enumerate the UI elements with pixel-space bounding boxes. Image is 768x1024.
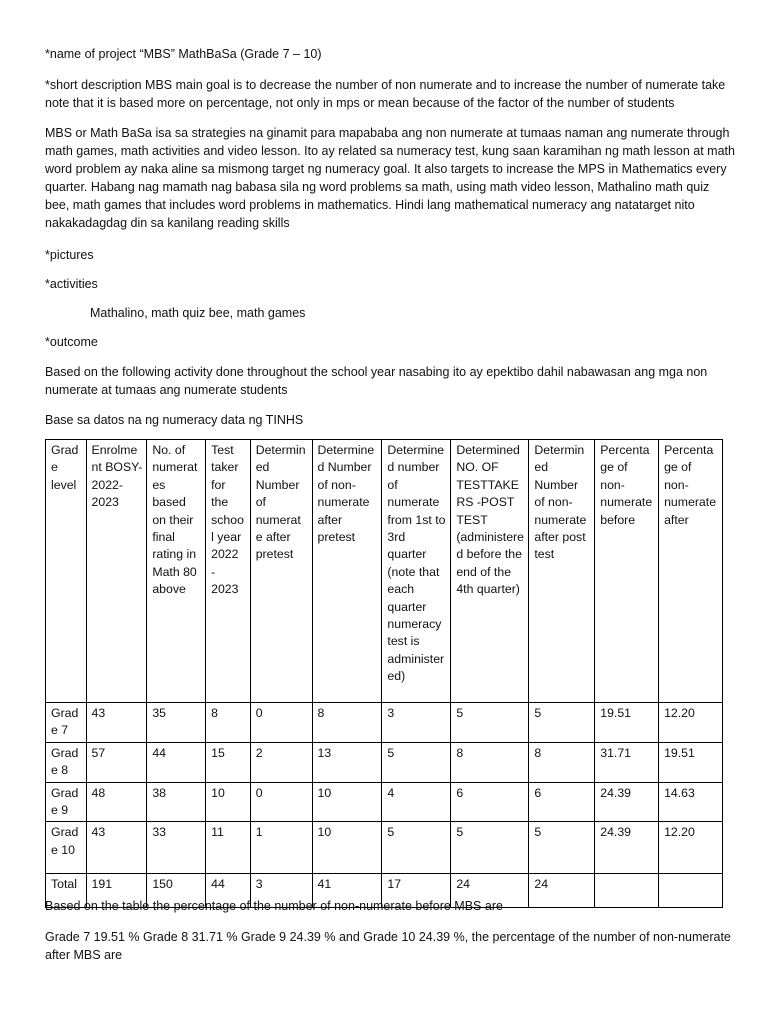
table-caption: Base sa datos na ng numeracy data ng TINHS [45, 413, 304, 427]
cell-pct-before: 19.51 [595, 703, 659, 743]
outcome-heading: *outcome [45, 335, 98, 349]
cell-total-numerates: 150 [147, 874, 206, 908]
header-non-numerate-after-post: Determined Number of non-numerate after post test [529, 440, 595, 703]
cell-non-numerate-post: 5 [529, 703, 595, 743]
table-row [46, 782, 723, 822]
cell-non-numerate-pretest: 8 [312, 703, 382, 743]
cell-pct-after: 19.51 [659, 742, 723, 782]
pictures-heading: *pictures [45, 248, 94, 262]
cell-post-takers: 5 [451, 703, 529, 743]
cell-numerate-quarters: 3 [382, 703, 451, 743]
project-name-line: *name of project “MBS” MathBaSa (Grade 7 – 10) [45, 47, 322, 61]
cell-test-takers: 11 [206, 822, 251, 874]
cell-pct-before: 24.39 [595, 782, 659, 822]
cell-numerate-quarters: 4 [382, 782, 451, 822]
short-description: *short description MBS main goal is to decrease the number of non numerate and to increase the number of numerate take note that it is based more on percentage, not only in mps or mean because of the factor of the number of students [45, 78, 726, 110]
cell-pct-before: 31.71 [595, 742, 659, 782]
cell-pct-after: 12.20 [659, 822, 723, 874]
cell-numerate-quarters: 5 [382, 822, 451, 874]
cell-total-numerate-pretest: 3 [250, 874, 312, 908]
cell-pct-after: 12.20 [659, 703, 723, 743]
cell-total-label: Total [46, 874, 87, 908]
cell-total-non-numerate-pretest: 41 [312, 874, 382, 908]
outcome-paragraph: Based on the following activity done throughout the school year nasabing ito ay epektibo dahil nabawasan ang mga non numerate at tumaas ang numerate students [45, 365, 708, 397]
cell-numerate-pretest: 0 [250, 703, 312, 743]
cell-non-numerate-pretest: 10 [312, 822, 382, 874]
cell-non-numerate-post: 5 [529, 822, 595, 874]
header-grade-level: Grade level [46, 440, 87, 703]
header-post-test-takers: Determined NO. OF TESTTAKERS -POST TEST (administered before the end of the 4th quarter) [451, 440, 529, 703]
cell-enrolment: 43 [86, 822, 147, 874]
header-numerate-q1-q3: Determined number of numerate from 1st to 3rd quarter (note that each quarter numeracy test is administered) [382, 440, 451, 703]
cell-post-takers: 6 [451, 782, 529, 822]
header-numerate-after-pretest: Determined Number of numerate after pretest [250, 440, 312, 703]
cell-non-numerate-post: 8 [529, 742, 595, 782]
cell-total-test-takers: 44 [206, 874, 251, 908]
cell-enrolment: 43 [86, 703, 147, 743]
cell-grade: Grade 8 [46, 742, 87, 782]
header-pct-after: Percentage of non-numerate after [659, 440, 723, 703]
cell-total-post-takers: 24 [451, 874, 529, 908]
cell-numerate-quarters: 5 [382, 742, 451, 782]
cell-non-numerate-pretest: 13 [312, 742, 382, 782]
table-row [46, 742, 723, 782]
description-paragraph: MBS or Math BaSa isa sa strategies na ginamit para mapababa ang non numerate at tumaas naman ang numerate through math games, math activities and video lesson. Ito ay related sa numeracy test, kung saan karamihan ng math lesson at math word problem ay naka aline sa mismong target ng numeracy goal. It also targets to increase the MPS in Mathematics every quarter. Habang nag mamath nag babasa sila ng word problems sa math, using math video lesson, Mathalino math quiz bee, math games that includes word problems in mathematics. Hindi lang mathematical numeracy ang natatarget nito nakakadagdag din sa kanilang reading skills [45, 126, 735, 230]
numeracy-data-table [45, 439, 723, 908]
cell-numerates: 38 [147, 782, 206, 822]
activities-list: Mathalino, math quiz bee, math games [90, 306, 306, 320]
cell-test-takers: 8 [206, 703, 251, 743]
cell-post-takers: 5 [451, 822, 529, 874]
summary-percentages: Grade 7 19.51 % Grade 8 31.71 % Grade 9 24.39 % and Grade 10 24.39 %, the percentage of the number of non-numerate after MBS are [45, 930, 731, 962]
cell-pct-before: 24.39 [595, 822, 659, 874]
cell-grade: Grade 10 [46, 822, 87, 874]
table-header-row [46, 440, 723, 703]
header-test-taker: Test taker for the school year 2022 - 2023 [206, 440, 251, 703]
cell-numerates: 35 [147, 703, 206, 743]
cell-pct-after: 14.63 [659, 782, 723, 822]
cell-numerates: 44 [147, 742, 206, 782]
cell-test-takers: 10 [206, 782, 251, 822]
cell-numerate-pretest: 2 [250, 742, 312, 782]
cell-enrolment: 48 [86, 782, 147, 822]
table-row [46, 703, 723, 743]
cell-grade: Grade 9 [46, 782, 87, 822]
summary-before-line: Based on the table the percentage of the number of non-numerate before MBS are [45, 899, 503, 913]
cell-non-numerate-pretest: 10 [312, 782, 382, 822]
header-numerates-final-rating: No. of numerates based on their final rating in Math 80 above [147, 440, 206, 703]
activities-heading: *activities [45, 277, 98, 291]
cell-total-enrolment: 191 [86, 874, 147, 908]
cell-total-non-numerate-post: 24 [529, 874, 595, 908]
cell-numerates: 33 [147, 822, 206, 874]
header-enrolment: Enrolment BOSY- 2022- 2023 [86, 440, 147, 703]
cell-non-numerate-post: 6 [529, 782, 595, 822]
cell-enrolment: 57 [86, 742, 147, 782]
cell-numerate-pretest: 1 [250, 822, 312, 874]
header-non-numerate-after-pretest: Determined Number of non-numerate after pretest [312, 440, 382, 703]
cell-test-takers: 15 [206, 742, 251, 782]
header-pct-before: Percentage of non-numerate before [595, 440, 659, 703]
table-row [46, 822, 723, 874]
cell-grade: Grade 7 [46, 703, 87, 743]
cell-total-numerate-quarters: 17 [382, 874, 451, 908]
cell-numerate-pretest: 0 [250, 782, 312, 822]
cell-post-takers: 8 [451, 742, 529, 782]
